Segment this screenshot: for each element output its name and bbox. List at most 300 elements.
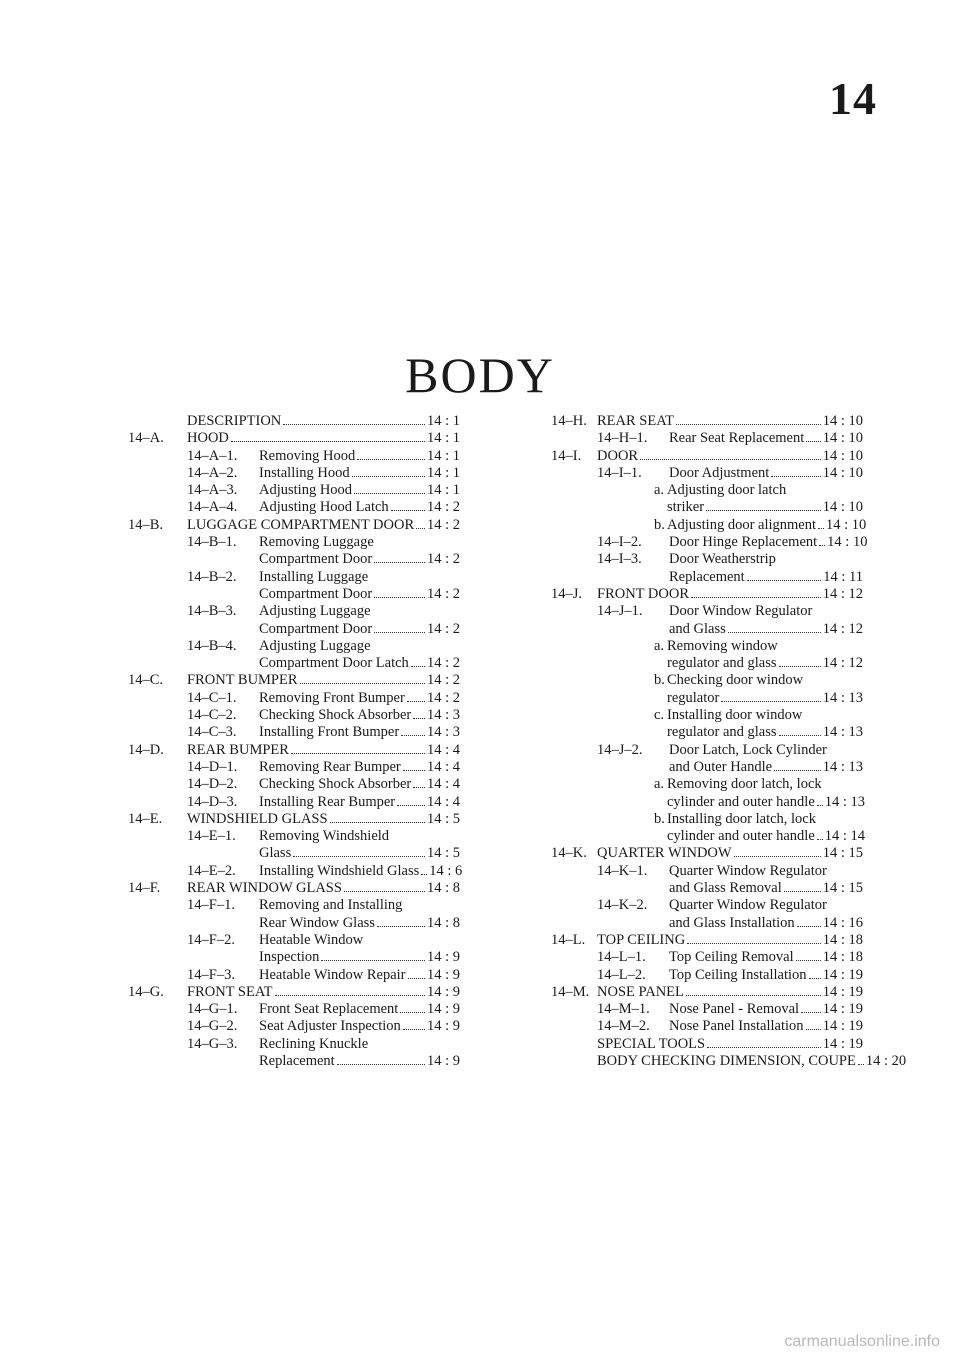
toc-entry-code: 14–D. <box>128 741 164 758</box>
dot-leader <box>397 805 425 806</box>
toc-entry-label: Nose Panel - Removal <box>669 1001 800 1018</box>
dot-leader <box>231 441 425 442</box>
dot-leader <box>403 770 425 771</box>
toc-entry-label: Compartment Door Latch <box>259 655 409 672</box>
toc-entry-label: striker <box>667 499 705 516</box>
toc-entry-page: 14 : 4 <box>426 741 460 758</box>
toc-entry-page: 14 : 2 <box>426 499 460 516</box>
toc-entry-label: Adjusting door latch <box>667 482 787 499</box>
toc-entry-code: 14–G–1. <box>187 1001 238 1018</box>
toc-entry[interactable] <box>128 534 460 569</box>
dot-leader <box>300 683 425 684</box>
toc-entry-page: 14 : 10 <box>822 464 863 481</box>
dot-leader <box>354 493 425 494</box>
toc-entry-code: 14–B–2. <box>187 568 237 585</box>
toc-entry-code: 14–J. <box>551 585 583 602</box>
toc-entry-page: 14 : 9 <box>426 949 460 966</box>
toc-entry-label: LUGGAGE COMPARTMENT DOOR <box>187 516 415 533</box>
toc-entry[interactable] <box>551 482 863 517</box>
toc-entry[interactable] <box>551 932 863 949</box>
toc-entry-page: 14 : 10 <box>822 430 863 447</box>
toc-entry-code: 14–H–1. <box>597 430 648 447</box>
toc-entry-label: NOSE PANEL <box>597 983 684 1000</box>
toc-entry[interactable] <box>128 742 460 759</box>
toc-entry-label: Nose Panel Installation <box>669 1018 804 1035</box>
toc-entry-page: 14 : 1 <box>426 413 460 429</box>
toc-entry-code: a. <box>654 482 665 499</box>
toc-entry-code: 14–L–1. <box>597 949 646 966</box>
dot-leader <box>377 926 425 927</box>
toc-entry-page: 14 : 2 <box>426 689 460 706</box>
toc-entry-page: 14 : 1 <box>426 447 460 464</box>
toc-entry-page: 14 : 10 <box>827 534 868 551</box>
toc-entry-code: a. <box>654 637 665 654</box>
toc-entry-code: 14–F. <box>128 880 161 897</box>
dot-leader <box>400 1012 425 1013</box>
toc-entry-label: Installing door latch, lock <box>667 810 816 827</box>
toc-entry-page: 14 : 3 <box>426 724 460 741</box>
toc-entry-page: 14 : 13 <box>822 758 863 775</box>
toc-entry[interactable] <box>128 465 460 482</box>
toc-entry[interactable] <box>551 1001 863 1018</box>
toc-entry-label: Installing Front Bumper <box>259 724 400 741</box>
toc-entry-page: 14 : 19 <box>822 1001 863 1018</box>
toc-entry-page: 14 : 9 <box>426 983 460 1000</box>
toc-entry[interactable] <box>128 603 460 638</box>
toc-entry[interactable] <box>551 465 863 482</box>
toc-entry-code: c. <box>654 707 665 724</box>
toc-entry-code: 14–B–4. <box>187 637 237 654</box>
toc-entry-page: 14 : 2 <box>426 655 460 672</box>
toc-entry-code: 14–G–2. <box>187 1018 238 1035</box>
toc-entry-page: 14 : 10 <box>826 516 867 533</box>
toc-entry-label: FRONT BUMPER <box>187 672 298 689</box>
toc-entry-code: 14–I–1. <box>597 464 642 481</box>
toc-entry-page: 14 : 9 <box>426 1001 460 1018</box>
toc-entry-code: 14–D–3. <box>187 793 238 810</box>
toc-entry-label: Removing Rear Bumper <box>259 758 401 775</box>
toc-entry-label: DOOR <box>597 447 639 464</box>
toc-entry-label: Rear Window Glass <box>259 914 375 931</box>
dot-leader <box>728 632 821 633</box>
toc-entry-label: Compartment Door <box>259 585 373 602</box>
toc-entry-label: DESCRIPTION <box>187 413 282 429</box>
toc-entry-page: 14 : 10 <box>822 413 863 429</box>
toc-entry-page: 14 : 3 <box>426 707 460 724</box>
dot-leader <box>796 960 821 961</box>
toc-entry[interactable] <box>128 569 460 604</box>
toc-entry-label: Front Seat Replacement <box>259 1001 399 1018</box>
toc-entry-page: 14 : 13 <box>822 689 863 706</box>
toc-entry-label: regulator and glass <box>667 724 777 741</box>
toc-entry[interactable] <box>551 551 863 586</box>
dot-leader <box>413 718 425 719</box>
toc-entry-label: cylinder and outer handle <box>667 828 815 845</box>
toc-entry-page: 14 : 19 <box>822 983 863 1000</box>
toc-entry-label: Compartment Door <box>259 551 373 568</box>
toc-entry-label: Adjusting Hood Latch <box>259 499 389 516</box>
toc-entry-code: 14–D–1. <box>187 758 238 775</box>
dot-leader <box>747 580 822 581</box>
toc-entry-code: 14–D–2. <box>187 776 238 793</box>
toc-entry-page: 14 : 5 <box>426 810 460 827</box>
toc-entry-code: 14–K. <box>551 845 587 862</box>
toc-entry-page: 14 : 2 <box>426 551 460 568</box>
toc-entry[interactable] <box>551 516 867 534</box>
dot-leader <box>706 510 821 511</box>
toc-entry-page: 14 : 15 <box>822 880 863 897</box>
toc-entry-label: REAR SEAT <box>597 413 674 429</box>
dot-leader <box>401 735 425 736</box>
toc-entry-code: b. <box>654 672 665 689</box>
toc-entry-code: 14–I–2. <box>597 534 642 551</box>
toc-right-column <box>551 413 907 1070</box>
toc-entry[interactable] <box>128 967 460 984</box>
toc-entry-label: TOP CEILING <box>597 931 686 948</box>
toc-entry-page: 14 : 13 <box>824 793 866 810</box>
toc-entry-code: 14–F–1. <box>187 897 235 914</box>
toc-entry[interactable] <box>128 430 460 447</box>
toc-entry[interactable] <box>551 672 863 707</box>
toc-entry-code: 14–C. <box>128 672 164 689</box>
dot-leader <box>291 753 425 754</box>
toc-entry[interactable] <box>551 742 863 777</box>
toc-entry[interactable] <box>551 810 866 846</box>
toc-entry-label: Installing Windshield Glass <box>259 862 420 879</box>
toc-entry[interactable] <box>128 690 460 707</box>
toc-entry-label: cylinder and outer handle <box>667 793 815 810</box>
toc-entry-code: 14–M–2. <box>597 1018 650 1035</box>
toc-entry[interactable] <box>128 482 460 499</box>
dot-leader <box>407 701 425 702</box>
dot-leader <box>391 510 425 511</box>
toc-entry-label: Top Ceiling Removal <box>669 949 794 966</box>
toc-entry-code: 14–A–4. <box>187 499 238 516</box>
dot-leader <box>374 632 425 633</box>
toc-entry-label: and Glass <box>669 620 726 637</box>
toc-entry-page: 14 : 18 <box>822 949 863 966</box>
toc-entry-label: Quarter Window Regulator <box>669 897 827 914</box>
dot-leader <box>687 943 821 944</box>
dot-leader <box>357 459 425 460</box>
toc-left-column <box>128 413 463 1070</box>
toc-entry-label: REAR BUMPER <box>187 741 289 758</box>
toc-entry-page: 14 : 16 <box>822 914 863 931</box>
dot-leader <box>403 1029 425 1030</box>
toc-entry-page: 14 : 8 <box>426 880 460 897</box>
toc-entry-label: Reclining Knuckle <box>259 1035 369 1052</box>
toc-entry-label: Installing Hood <box>259 464 350 481</box>
toc-entry-code: 14–B–1. <box>187 534 237 551</box>
toc-entry-label: Glass <box>259 845 292 862</box>
toc-entry-label: Checking door window <box>667 672 804 689</box>
dot-leader <box>337 1064 425 1065</box>
dot-leader <box>321 960 425 961</box>
toc-entry[interactable] <box>128 759 460 776</box>
toc-entry-page: 14 : 12 <box>822 585 863 602</box>
toc-entry-page: 14 : 20 <box>865 1052 907 1069</box>
toc-entry-label: Installing Luggage <box>259 568 369 585</box>
toc-entry-label: Checking Shock Absorber <box>259 707 412 724</box>
dot-leader <box>640 459 821 460</box>
toc-entry-code: 14–J–2. <box>597 741 643 758</box>
toc-entry[interactable] <box>551 638 863 673</box>
dot-leader <box>283 424 425 425</box>
toc-entry[interactable] <box>551 413 863 430</box>
dot-leader <box>374 562 425 563</box>
dot-leader <box>374 597 425 598</box>
toc-entry-code: 14–I–3. <box>597 551 642 568</box>
toc-entry-code: 14–B. <box>128 516 164 533</box>
toc-entry-label: Door Weatherstrip <box>669 551 776 568</box>
toc-entry-page: 14 : 9 <box>426 1052 460 1069</box>
toc-entry-label: Removing Luggage <box>259 534 374 551</box>
toc-entry-code: 14–L. <box>551 931 586 948</box>
toc-entry-label: Top Ceiling Installation <box>669 966 807 983</box>
toc-entry-label: Door Adjustment <box>669 464 770 481</box>
toc-entry-label: Replacement <box>669 568 745 585</box>
toc-entry-code: 14–C–1. <box>187 689 237 706</box>
dot-leader <box>293 856 425 857</box>
dot-leader <box>771 476 820 477</box>
toc-entry-label: Adjusting Hood <box>259 482 353 499</box>
toc-entry-label: and Glass Removal <box>669 880 782 897</box>
toc-entry-label: FRONT SEAT <box>187 983 273 1000</box>
toc-entry-code: 14–L–2. <box>597 966 646 983</box>
toc-entry-code: 14–E–2. <box>187 862 236 879</box>
toc-entry[interactable] <box>551 534 868 551</box>
dot-leader <box>416 528 425 529</box>
toc-entry[interactable] <box>128 794 460 811</box>
page-title: BODY <box>405 346 555 403</box>
toc-entry-label: Removing Front Bumper <box>259 689 405 706</box>
toc-entry-label: HOOD <box>187 430 229 447</box>
toc-entry-code: 14–A–1. <box>187 447 238 464</box>
toc-entry[interactable] <box>128 776 460 793</box>
toc-entry-page: 14 : 1 <box>426 482 460 499</box>
dot-leader <box>806 1029 821 1030</box>
toc-entry[interactable] <box>128 413 460 430</box>
toc-entry-page: 14 : 19 <box>822 1018 863 1035</box>
toc-entry-code: b. <box>654 516 665 533</box>
toc-entry-page: 14 : 1 <box>426 430 460 447</box>
toc-entry-label: Adjusting door alignment <box>667 516 817 533</box>
dot-leader <box>707 1047 821 1048</box>
dot-leader <box>275 995 425 996</box>
toc-entry-label: Heatable Window <box>259 931 364 948</box>
toc-entry-label: BODY CHECKING DIMENSION, COUPE <box>597 1052 856 1069</box>
dot-leader <box>691 597 821 598</box>
toc-entry-page: 14 : 4 <box>426 758 460 775</box>
toc-entry[interactable] <box>128 811 460 828</box>
toc-entry-page: 14 : 14 <box>824 828 866 845</box>
toc-entry-code: 14–K–2. <box>597 897 648 914</box>
toc-entry-label: Removing Hood <box>259 447 356 464</box>
toc-entry-code: 14–E. <box>128 810 163 827</box>
toc-entry-page: 14 : 4 <box>426 793 460 810</box>
dot-leader <box>721 701 820 702</box>
toc-entry-label: Removing Windshield <box>259 828 390 845</box>
toc-entry-page: 14 : 10 <box>822 447 863 464</box>
toc-entry-label: WINDSHIELD GLASS <box>187 810 328 827</box>
toc-entry[interactable] <box>551 1052 907 1070</box>
toc-entry[interactable] <box>128 517 460 534</box>
toc-entry-code: 14–K–1. <box>597 862 648 879</box>
toc-entry-page: 14 : 9 <box>426 966 460 983</box>
toc-entry-code: 14–E–1. <box>187 828 236 845</box>
toc-entry-label: regulator and glass <box>667 655 777 672</box>
toc-entry[interactable] <box>551 776 866 811</box>
toc-entry-code: 14–J–1. <box>597 603 643 620</box>
toc-entry-label: QUARTER WINDOW <box>597 845 732 862</box>
dot-leader <box>797 926 821 927</box>
toc-entry[interactable] <box>551 603 863 638</box>
toc-entry-code: a. <box>654 776 665 793</box>
toc-entry-label: and Outer Handle <box>669 758 773 775</box>
toc-entry-label: Checking Shock Absorber <box>259 776 412 793</box>
dot-leader <box>817 839 823 840</box>
toc-entry[interactable] <box>128 724 460 741</box>
toc-entry[interactable] <box>128 672 460 689</box>
dot-leader <box>676 424 821 425</box>
toc-entry[interactable] <box>128 707 460 724</box>
toc-entry-code: 14–I. <box>551 447 582 464</box>
toc-entry-label: Installing door window <box>667 707 803 724</box>
dot-leader <box>411 666 425 667</box>
toc-entry-page: 14 : 1 <box>426 464 460 481</box>
toc-entry-page: 14 : 4 <box>426 776 460 793</box>
dot-leader <box>779 735 821 736</box>
toc-entry-code: 14–C–2. <box>187 707 237 724</box>
toc-entry-page: 14 : 2 <box>426 585 460 602</box>
toc-entry-label: Compartment Door <box>259 620 373 637</box>
toc-entry[interactable] <box>551 707 863 742</box>
toc-entry-code: b. <box>654 810 665 827</box>
toc-entry-label: Inspection <box>259 949 320 966</box>
footer-watermark: carmanualsonline.info <box>784 1333 940 1350</box>
dot-leader <box>421 874 427 875</box>
toc-entry-page: 14 : 8 <box>426 914 460 931</box>
toc-entry-page: 14 : 2 <box>426 620 460 637</box>
toc-entry-code: 14–A. <box>128 430 164 447</box>
toc-entry-code: 14–M. <box>551 983 590 1000</box>
dot-leader <box>344 891 425 892</box>
toc-entry-page: 14 : 19 <box>822 966 863 983</box>
toc-entry[interactable] <box>128 984 460 1001</box>
dot-leader <box>784 891 821 892</box>
toc-entry-page: 14 : 2 <box>426 516 460 533</box>
toc-entry[interactable] <box>128 499 460 516</box>
toc-entry-label: Replacement <box>259 1052 335 1069</box>
dot-leader <box>819 545 825 546</box>
toc-entry-code: 14–G. <box>128 983 164 1000</box>
toc-entry-code: 14–F–3. <box>187 966 235 983</box>
toc-entry[interactable] <box>551 984 863 1001</box>
toc-entry[interactable] <box>551 845 863 862</box>
toc-entry-page: 14 : 12 <box>822 655 863 672</box>
toc-entry[interactable] <box>551 897 863 932</box>
toc-entry[interactable] <box>128 880 460 897</box>
dot-leader <box>858 1064 864 1065</box>
toc-entry-label: Rear Seat Replacement <box>669 430 805 447</box>
toc-entry-label: regulator <box>667 689 720 706</box>
toc-entry[interactable] <box>128 828 460 863</box>
toc-entry-label: SPECIAL TOOLS <box>597 1035 706 1052</box>
toc-entry-page: 14 : 18 <box>822 931 863 948</box>
toc-entry[interactable] <box>551 448 863 465</box>
toc-entry[interactable] <box>128 638 460 673</box>
dot-leader <box>774 770 821 771</box>
toc-entry-label: Seat Adjuster Inspection <box>259 1018 401 1035</box>
toc-entry-page: 14 : 11 <box>823 568 863 585</box>
toc-entry[interactable] <box>551 430 863 447</box>
toc-entry-code: 14–B–3. <box>187 603 237 620</box>
toc-entry-label: REAR WINDOW GLASS <box>187 880 342 897</box>
toc-entry[interactable] <box>128 448 460 465</box>
toc-entry-label: Door Latch, Lock Cylinder <box>669 741 827 758</box>
toc-entry-label: and Glass Installation <box>669 914 795 931</box>
toc-entry-label: Door Window Regulator <box>669 603 813 620</box>
toc-entry-label: Removing door latch, lock <box>667 776 822 793</box>
toc-entry-page: 14 : 6 <box>429 862 463 879</box>
dot-leader <box>330 822 425 823</box>
toc-entry-page: 14 : 2 <box>426 672 460 689</box>
toc-entry[interactable] <box>551 1018 863 1035</box>
toc-entry[interactable] <box>551 1036 863 1053</box>
toc-entry-page: 14 : 15 <box>822 845 863 862</box>
dot-leader <box>408 978 425 979</box>
toc-entry-label: Removing window <box>667 637 778 654</box>
toc-entry-code: 14–A–3. <box>187 482 238 499</box>
toc-entry-label: Door Hinge Replacement <box>669 534 818 551</box>
toc-entry[interactable] <box>128 862 463 880</box>
toc-entry[interactable] <box>551 967 863 984</box>
dot-leader <box>686 995 821 996</box>
toc-entry-label: Removing and Installing <box>259 897 403 914</box>
toc-entry[interactable] <box>551 863 863 898</box>
toc-entry-page: 14 : 12 <box>822 620 863 637</box>
toc-entry[interactable] <box>128 897 460 932</box>
toc-entry-label: Installing Rear Bumper <box>259 793 396 810</box>
toc-entry[interactable] <box>128 1036 460 1071</box>
toc-entry[interactable] <box>128 1018 460 1035</box>
dot-leader <box>809 978 821 979</box>
toc-entry[interactable] <box>551 586 863 603</box>
toc-entry-label: FRONT DOOR <box>597 585 689 602</box>
toc-entry[interactable] <box>128 932 460 967</box>
dot-leader <box>801 1012 821 1013</box>
dot-leader <box>818 528 824 529</box>
toc-entry-code: 14–A–2. <box>187 464 238 481</box>
toc-entry-label: Quarter Window Regulator <box>669 862 827 879</box>
toc-entry[interactable] <box>551 949 863 966</box>
toc-entry-page: 14 : 10 <box>822 499 863 516</box>
toc-entry-code: 14–H. <box>551 413 587 429</box>
dot-leader <box>817 805 823 806</box>
toc-entry-code: 14–M–1. <box>597 1001 650 1018</box>
toc-entry-page: 14 : 5 <box>426 845 460 862</box>
toc-entry-code: 14–F–2. <box>187 931 235 948</box>
dot-leader <box>413 787 425 788</box>
dot-leader <box>734 856 821 857</box>
dot-leader <box>806 441 820 442</box>
toc-entry-code: 14–C–3. <box>187 724 237 741</box>
chapter-number: 14 <box>829 73 877 124</box>
toc-entry-label: Heatable Window Repair <box>259 966 406 983</box>
toc-entry-page: 14 : 9 <box>426 1018 460 1035</box>
toc-entry[interactable] <box>128 1001 460 1018</box>
toc-entry-page: 14 : 13 <box>822 724 863 741</box>
